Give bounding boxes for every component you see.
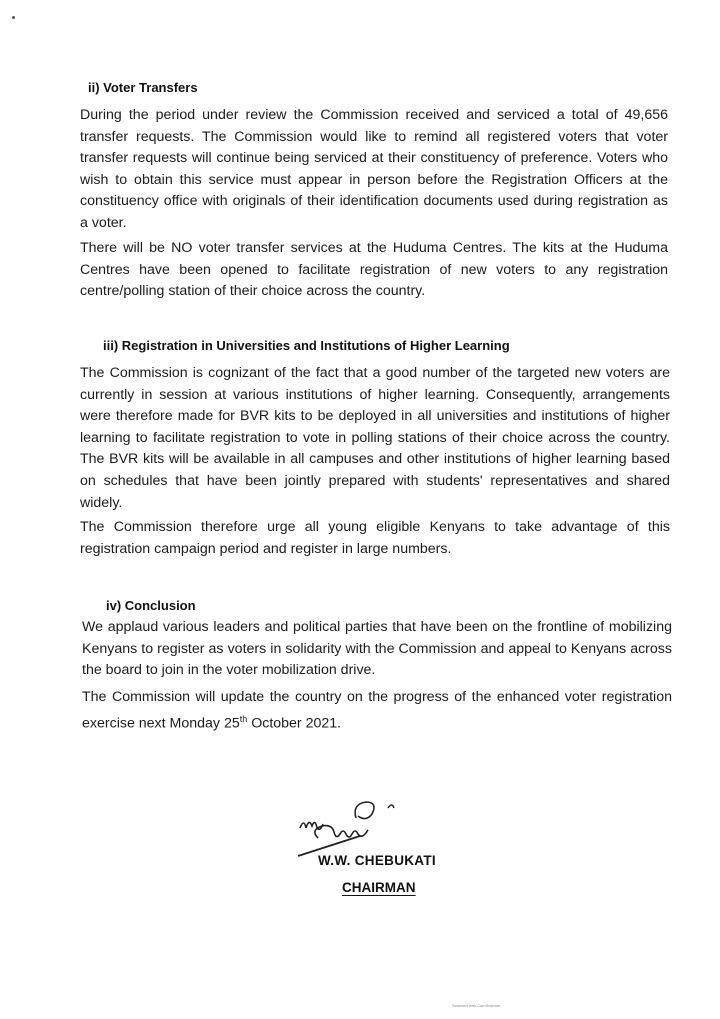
signatory-title: CHAIRMAN [342,880,416,895]
scanner-watermark: Scanned with CamScanner [452,1003,501,1008]
conclusion-paragraph-2-date: October 2021. [247,715,342,732]
voter-transfers-paragraph-2: There will be NO voter transfer services at the Huduma Centres. The kits at the Huduma Centres have been opened to facilitate registration of new voters to any registration centre/polling station of their choice across the country. [80,240,668,300]
ordinal-suffix: th [239,713,248,724]
universities-paragraph-1: The Commission is cognizant of the fact that a good number of the targeted new voters are currently in session at various institutions of higher learning. Consequently, arrangements were therefore made for BVR kits to be deployed in all universities and institutions of higher learning to facilitate registration to vote in polling stations of their choice across the country. The BVR kits will be available in all campuses and other institutions of higher learning based on schedules that have been jointly prepared with students' representatives and shared widely. [80,365,670,511]
section-heading-conclusion: iv) Conclusion [106,598,196,613]
conclusion-paragraph-1: We applaud various leaders and political parties that have been on the frontline of mobilizing Kenyans to register as voters in solidarity with the Commission and appeal to Kenyans across the board to join in the voter mobilization drive. [82,619,672,679]
scan-speck [12,16,15,19]
signatory-name: W.W. CHEBUKATI [318,853,436,868]
section-heading-voter-transfers: ii) Voter Transfers [88,80,198,95]
conclusion-paragraph-2-text: The Commission will update the country on the progress of the enhanced voter registration exercise next Monday 25 [82,689,672,732]
universities-paragraph-2: The Commission therefore urge all young eligible Kenyans to take advantage of this registration campaign period and register in large numbers. [80,519,670,557]
section-heading-universities: iii) Registration in Universities and Institutions of Higher Learning [103,338,510,353]
conclusion-paragraph-2 [82,687,672,735]
voter-transfers-paragraph-1: During the period under review the Commission received and serviced a total of 49,656 transfer requests. The Commission would like to remind all registered voters that voter transfer requests will continue being serviced at their constituency of preference. Voters who wish to obtain this service must appear in person before the Registration Officers at the constituency office with originals of their identification documents used during registration as a voter. [80,107,668,231]
